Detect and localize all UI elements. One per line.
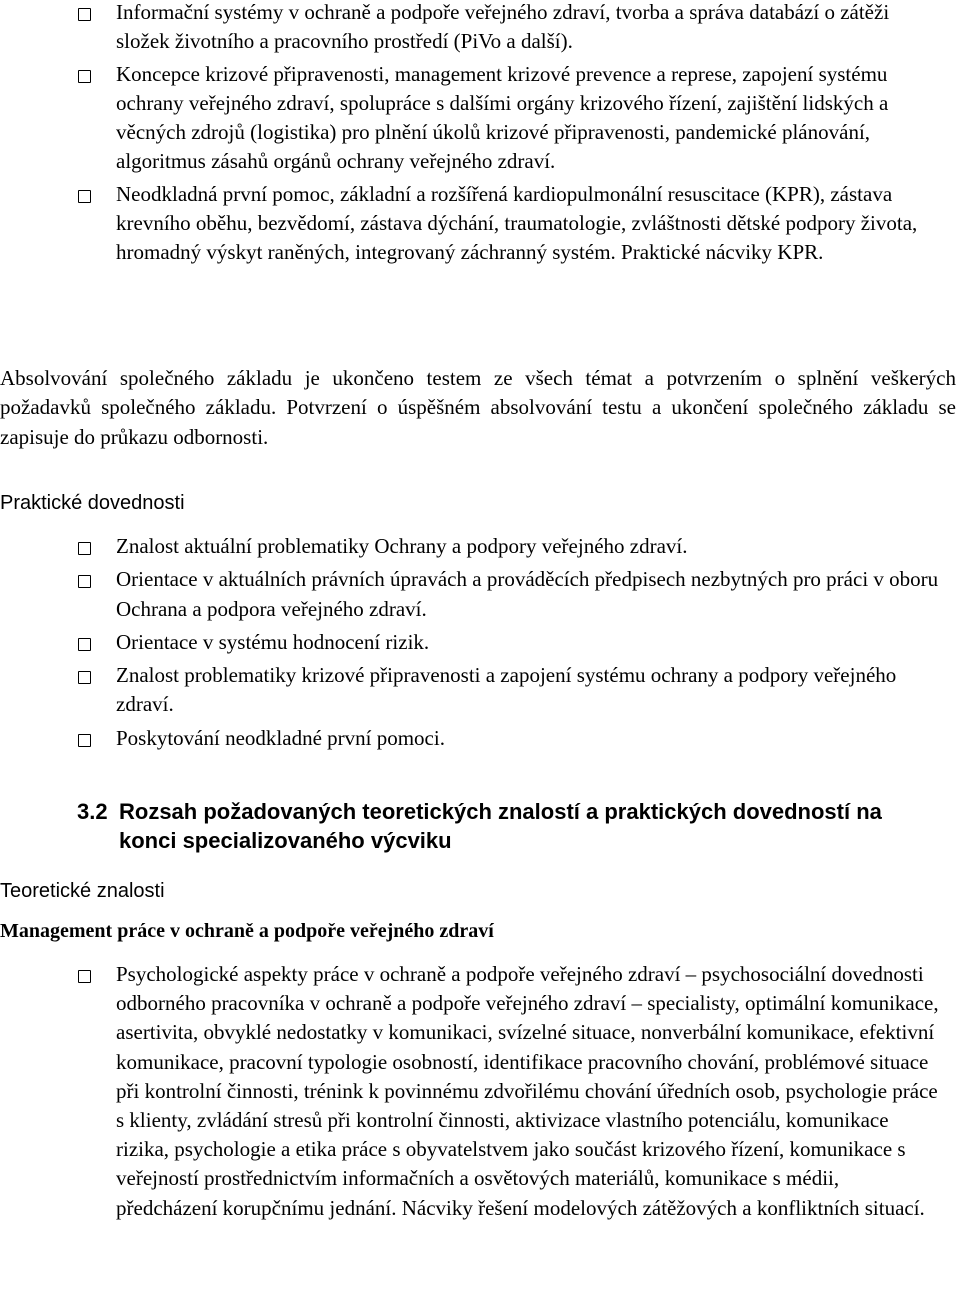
section-title: Rozsah požadovaných teoretických znalostí a praktických dovedností na konci specializovaného výcviku <box>119 799 882 853</box>
list-item <box>0 724 960 753</box>
list-item-text: Orientace v aktuálních právních úpravách a prováděcích předpisech nezbytných pro práci v oboru Ochrana a podpora veřejného zdraví. <box>116 567 939 621</box>
list-item-text: Znalost aktuální problematiky Ochrany a podpory veřejného zdraví. <box>116 534 688 558</box>
list-item-text: Psychologické aspekty práce v ochraně a podpoře veřejného zdraví – psychosociální dovednosti odborného pracovníka v ochraně a podpoře veřejného zdraví – specialisty, optimální komunikace, asertivita, obvyklé nedostatky v komunikaci, svízelné situace, nonverbální komunikace, efektivní komunikace, pracovní typologie osobností, identifikace pracovního chování, problémové situace při kontrolní činnosti, trénink k povinnému zdvořilému chování úředních osob, psychologie práce s klienty, zvládání stresů při kontrolní činnosti, aktivizace vlastního potenciálu, komunikace rizika, psychologie a etika práce s obyvatelstvem jako součást krizového řízení, komunikace s veřejností prostřednictvím informačních a osvětových materiálů, komunikace s médii, předcházení korupčnímu jednání. Nácviky řešení modelových zátěžových a konfliktních situací. <box>116 962 939 1220</box>
list-item <box>0 532 960 561</box>
section-heading <box>77 797 937 855</box>
section-number: 3.2 <box>77 799 108 824</box>
heading-practical-skills: Praktické dovednosti <box>0 492 185 514</box>
checkbox-bullet-icon <box>78 734 91 747</box>
list-item <box>0 565 960 624</box>
list-item-text: Orientace v systému hodnocení rizik. <box>116 629 430 654</box>
checkbox-bullet-icon <box>78 70 91 83</box>
checkbox-bullet-icon <box>78 542 91 555</box>
list-item-text: Informační systémy v ochraně a podpoře veřejného zdraví, tvorba a správa databází o zátěži složek životního a pracovního prostředí (PiVo a další). <box>116 0 890 54</box>
checkbox-bullet-icon <box>78 671 91 684</box>
completion-paragraph: Absolvování společného základu je ukončeno testem ze všech témat a potvrzením o splnění veškerých požadavků společného základu. Potvrzení o úspěšném absolvování testu a ukončení společného základu se zapisuje do průkazu odbornosti. <box>0 366 956 449</box>
checkbox-bullet-icon <box>78 190 91 203</box>
list-item-text: Neodkladná první pomoc, základní a rozšířená kardiopulmonální resuscitace (KPR), zástava krevního oběhu, bezvědomí, zástava dýchání, traumatologie, zvláštnosti dětské podpory života, hromadný výskyt raněných, integrovaný záchranný systém. Praktické nácviky KPR. <box>116 181 918 265</box>
list-item <box>0 0 960 57</box>
list-item <box>0 60 960 177</box>
list-item <box>0 661 960 720</box>
checkbox-bullet-icon <box>78 575 91 588</box>
list-item <box>0 180 960 268</box>
checkbox-bullet-icon <box>78 638 91 651</box>
bullet-list-management <box>0 960 960 1223</box>
heading-theoretical-knowledge: Teoretické znalosti <box>0 880 165 902</box>
bullet-list-topics <box>0 0 960 271</box>
checkbox-bullet-icon <box>78 970 91 983</box>
list-item-text: Poskytování neodkladné první pomoci. <box>116 725 445 750</box>
list-item-text: Koncepce krizové připravenosti, management krizové prevence a represe, zapojení systému ochrany veřejného zdraví, spolupráce s dalšími orgány krizového řízení, zajištění lidských a věcných zdrojů (logistika) pro plnění úkolů krizové připravenosti, pandemické plánování, algoritmus zásahů orgánů ochrany veřejného zdraví. <box>116 61 889 174</box>
list-item-text: Znalost problematiky krizové připravenosti a zapojení systému ochrany a podpory veřejného zdraví. <box>116 663 897 717</box>
checkbox-bullet-icon <box>78 8 91 21</box>
list-item <box>0 960 960 1223</box>
bullet-list-practical-skills <box>0 532 960 757</box>
list-item <box>0 628 960 657</box>
heading-management: Management práce v ochraně a podpoře veřejného zdraví <box>0 920 494 942</box>
